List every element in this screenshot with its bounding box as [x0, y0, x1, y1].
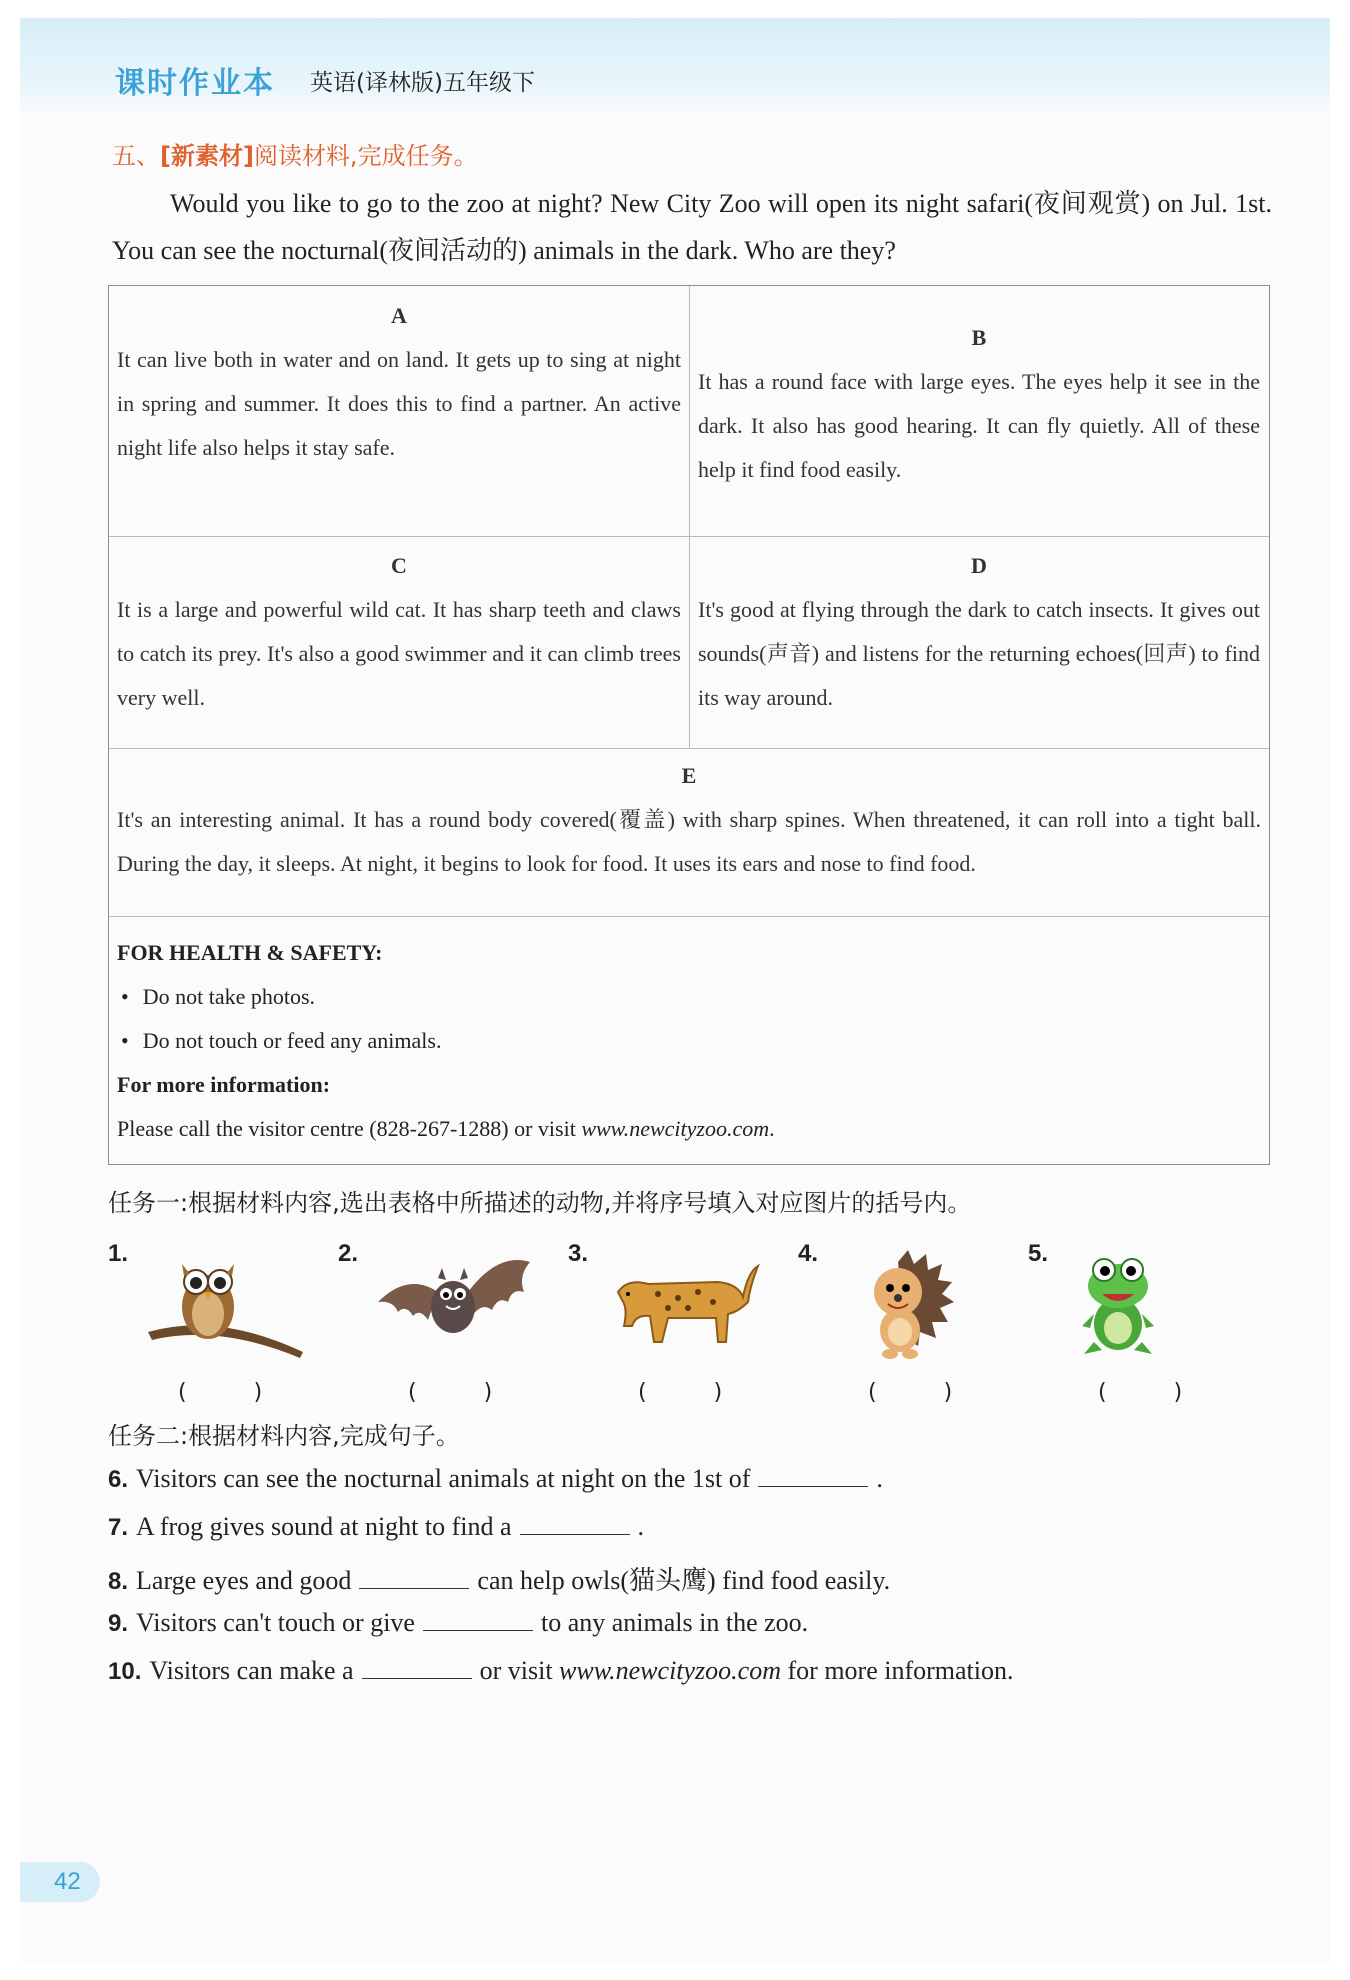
question-text: Visitors can't touch or give: [136, 1608, 415, 1637]
rule-item: • Do not take photos.: [117, 975, 1257, 1019]
cell-text: It can live both in water and on land. It gets up to sing at night in spring and summer. It does this to find a partner. An active night life also helps it stay safe.: [117, 347, 681, 460]
picture-number: 2.: [338, 1240, 359, 1267]
question-text: A frog gives sound at night to find a: [136, 1512, 512, 1541]
cell-text: It's good at flying through the dark to catch insects. It gives out sounds(声音) and listens for the returning echoes(回声) to find its way around.: [698, 597, 1260, 710]
question-text: Visitors can make a: [149, 1656, 354, 1685]
cell-letter: D: [971, 553, 987, 578]
answer-parentheses[interactable]: ( ): [638, 1380, 753, 1405]
picture-item-1: [108, 1240, 338, 1410]
owl-icon: [138, 1242, 308, 1372]
picture-number: 1.: [108, 1240, 129, 1267]
question-number: 6.: [108, 1466, 129, 1493]
book-title: 课时作业本: [115, 66, 275, 101]
question-number: 7.: [108, 1514, 129, 1541]
table-divider: [109, 916, 1269, 917]
book-subtitle: 英语(译林版)五年级下: [310, 70, 535, 96]
answer-parentheses[interactable]: ( ): [1098, 1380, 1213, 1405]
question-6: [108, 1464, 1268, 1494]
section-instruction: 阅读材料,完成任务。: [253, 142, 478, 170]
question-text-mid: or visit: [479, 1656, 553, 1685]
cell-text: It has a round face with large eyes. The eyes help it see in the dark. It also has good hearing. It can fly quietly. All of these help it find food easily.: [698, 369, 1260, 482]
hedgehog-icon: [828, 1242, 998, 1372]
question-text-end: .: [876, 1464, 883, 1493]
page-number-tab: [20, 1862, 100, 1902]
question-number: 10.: [108, 1658, 142, 1685]
answer-blank[interactable]: [520, 1512, 630, 1535]
question-9: [108, 1608, 1268, 1638]
contact-line: [117, 1116, 775, 1141]
picture-item-2: [338, 1240, 568, 1410]
cell-text: It is a large and powerful wild cat. It has sharp teeth and claws to catch its prey. It's also a good swimmer and it can climb trees very well.: [117, 597, 681, 710]
contact-prefix: Please call the visitor centre (828-267-1288) or visit: [117, 1116, 582, 1141]
health-title: FOR HEALTH & SAFETY:: [117, 940, 383, 965]
answer-parentheses[interactable]: ( ): [178, 1380, 293, 1405]
question-text: Visitors can see the nocturnal animals at night on the 1st of: [136, 1464, 751, 1493]
table-divider: [109, 748, 1269, 749]
task1-title: 任务一:根据材料内容,选出表格中所描述的动物,并将序号填入对应图片的括号内。: [108, 1189, 972, 1217]
question-number: 8.: [108, 1568, 129, 1595]
rule-item: • Do not touch or feed any animals.: [117, 1019, 1257, 1063]
answer-parentheses[interactable]: ( ): [408, 1380, 523, 1405]
cell-text: It's an interesting animal. It has a round body covered(覆盖) with sharp spines. When threatened, it can roll into a tight ball. During the day, it sleeps. At night, it begins to look for food. It uses its ears and nose to find food.: [117, 807, 1261, 876]
task2-title: 任务二:根据材料内容,完成句子。: [108, 1422, 460, 1450]
section-tag: [新素材]: [160, 142, 254, 170]
website-link[interactable]: www.newcityzoo.com: [559, 1656, 781, 1685]
bat-icon: [368, 1242, 538, 1372]
intro-paragraph: [112, 180, 1272, 274]
health-safety-block: [117, 931, 1257, 1151]
picture-item-4: [798, 1240, 1028, 1410]
question-text-end: for more information.: [787, 1656, 1014, 1685]
cell-a: [109, 294, 689, 470]
question-number: 9.: [108, 1610, 129, 1637]
answer-parentheses[interactable]: ( ): [868, 1380, 983, 1405]
website-link[interactable]: www.newcityzoo.com: [581, 1116, 770, 1141]
cell-letter: C: [391, 553, 407, 578]
question-10: [108, 1656, 1268, 1686]
cell-d: [690, 544, 1268, 720]
picture-item-5: [1028, 1240, 1258, 1410]
picture-number: 5.: [1028, 1240, 1049, 1267]
question-text-end: .: [637, 1512, 645, 1541]
contact-suffix: .: [769, 1116, 775, 1141]
answer-blank[interactable]: [758, 1464, 868, 1487]
cell-letter: B: [971, 325, 987, 350]
answer-blank[interactable]: [359, 1566, 469, 1589]
cell-e: [109, 754, 1269, 886]
question-8: [108, 1560, 1268, 1597]
intro-text: Would you like to go to the zoo at night? New City Zoo will open its night safari(夜间观赏) on Jul. 1st. You can see the nocturnal(夜间活动的) animals in the dark. Who are they?: [112, 189, 1272, 265]
picture-number: 4.: [798, 1240, 819, 1267]
question-text-end: to any animals in the zoo.: [540, 1608, 809, 1637]
picture-item-3: [568, 1240, 798, 1410]
reading-material-table: [108, 285, 1270, 1165]
section-number: 五、: [112, 142, 160, 170]
cell-letter: E: [681, 763, 697, 788]
frog-icon: [1058, 1242, 1228, 1372]
question-text: Large eyes and good: [136, 1566, 352, 1595]
page-number: 42: [54, 1868, 81, 1895]
question-7: [108, 1512, 1268, 1542]
question-text-end: can help owls(猫头鹰) find food easily.: [477, 1566, 891, 1595]
picture-number: 3.: [568, 1240, 589, 1267]
cell-b: [690, 316, 1268, 492]
answer-blank[interactable]: [362, 1656, 472, 1679]
cell-c: [109, 544, 689, 720]
cell-letter: A: [391, 303, 407, 328]
leopard-icon: [598, 1242, 768, 1372]
more-info-title: For more information:: [117, 1072, 331, 1097]
section-heading: [112, 136, 478, 171]
answer-blank[interactable]: [423, 1608, 533, 1631]
table-divider: [109, 536, 1269, 537]
